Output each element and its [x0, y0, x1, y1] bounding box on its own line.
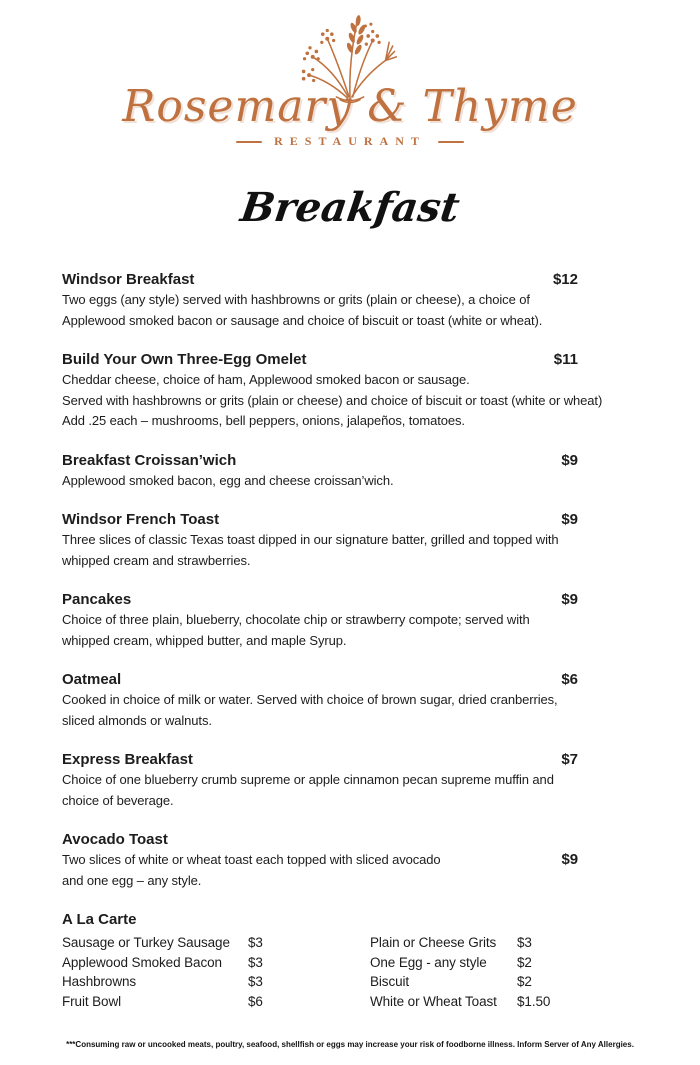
menu-item-price: $7 [561, 751, 578, 769]
menu-item-descriptions [62, 850, 578, 891]
menu-item-desc-line [62, 770, 578, 791]
a-la-carte-item-name: White or Wheat Toast [370, 993, 497, 1009]
menu-item-header [62, 669, 578, 690]
a-la-carte-item-name: Applewood Smoked Bacon [62, 954, 222, 970]
menu-item [62, 509, 578, 571]
menu-item [62, 269, 578, 331]
menu-item-descriptions [62, 690, 578, 731]
menu-item-name: Windsor French Toast [62, 511, 220, 529]
menu-item-descriptions [62, 770, 578, 811]
menu-item-desc-line [62, 471, 578, 492]
menu-content [62, 269, 603, 1011]
a-la-carte-item-price: $1.50 [517, 993, 551, 1009]
menu-item [62, 450, 578, 492]
menu-item-descriptions [62, 290, 578, 331]
restaurant-subtitle-text: RESTAURANT [274, 134, 426, 149]
menu-item-desc-text: Cooked in choice of milk or water. Served with choice of brown sugar, dried cranberries, [62, 692, 558, 708]
menu-item-desc-line [62, 850, 578, 871]
right-dash-decoration [438, 141, 464, 143]
menu-item-name: Avocado Toast [62, 831, 168, 849]
restaurant-name: Rosemary & Thyme [122, 81, 578, 132]
a-la-carte-item-price: $3 [248, 935, 263, 951]
menu-item-desc-text: Two eggs (any style) served with hashbrowns or grits (plain or cheese), a choice of [62, 292, 530, 308]
menu-item-header [62, 349, 578, 370]
menu-item [62, 349, 603, 432]
a-la-carte-item-price: $6 [248, 993, 263, 1009]
menu-item [62, 589, 578, 651]
menu-item-desc-text: sliced almonds or walnuts. [62, 712, 212, 728]
menu-item-price: $11 [553, 351, 578, 369]
menu-item-name: Oatmeal [62, 671, 122, 689]
left-dash-decoration [236, 141, 262, 143]
menu-item-header [62, 269, 578, 290]
menu-item-name: Windsor Breakfast [62, 271, 195, 289]
menu-item-header [62, 749, 578, 770]
menu-item-descriptions [62, 471, 578, 492]
menu-item-header [62, 509, 578, 530]
menu-item-header [62, 450, 578, 471]
menu-item [62, 829, 578, 891]
menu-item-desc-line [62, 791, 578, 812]
menu-item-desc-line [62, 690, 578, 711]
menu-item-header [62, 829, 578, 850]
menu-item-desc-line [62, 411, 578, 432]
menu-item-desc-text: Choice of one blueberry crumb supreme or apple cinnamon pecan supreme muffin and [62, 772, 554, 788]
a-la-carte-item-price: $3 [517, 935, 532, 951]
menu-item-desc-line [62, 711, 578, 732]
a-la-carte-item-price: $3 [248, 974, 263, 990]
menu-item-price: $9 [561, 511, 578, 529]
a-la-carte-item-name: One Egg - any style [370, 954, 487, 970]
a-la-carte-item-name: Biscuit [370, 974, 410, 990]
menu-item-desc-text: Applewood smoked bacon or sausage and choice of biscuit or toast (white or wheat). [62, 312, 543, 328]
menu-item-descriptions [62, 370, 603, 432]
menu-item-desc-line [62, 311, 578, 332]
menu-item-desc-line [62, 370, 578, 391]
a-la-carte-item-price: $3 [248, 954, 263, 970]
allergy-footnote: ***Consuming raw or uncooked meats, poultry, seafood, shellfish or eggs may increase your risk of foodborne illness. Inform Server of Any Allergies. [66, 1040, 634, 1049]
a-la-carte-item-name: Sausage or Turkey Sausage [62, 935, 230, 951]
menu-item-header [62, 589, 578, 610]
menu-item-descriptions [62, 530, 578, 571]
menu-item-desc-text: whipped cream and strawberries. [62, 552, 251, 568]
menu-item-desc-line [62, 530, 578, 551]
menu-item [62, 669, 578, 731]
menu-item-name: Pancakes [62, 591, 132, 609]
menu-items [62, 269, 603, 891]
menu-item-price: $9 [561, 591, 578, 609]
menu-item-desc-line [62, 290, 578, 311]
a-la-carte-section [62, 909, 578, 1011]
restaurant-header [0, 0, 700, 149]
a-la-carte-item-price: $2 [517, 974, 532, 990]
restaurant-subtitle [0, 134, 700, 149]
menu-item-desc-text: whipped cream, whipped butter, and maple Syrup. [62, 632, 347, 648]
a-la-carte-item-name: Fruit Bowl [62, 993, 122, 1009]
menu-item-price: $6 [561, 671, 578, 689]
a-la-carte-title: A La Carte [62, 911, 137, 929]
a-la-carte-item-name: Plain or Cheese Grits [370, 935, 497, 951]
menu-item-name: Breakfast Croissan’wich [62, 451, 237, 469]
menu-item-name: Express Breakfast [62, 751, 193, 769]
menu-item-desc-text: Choice of three plain, blueberry, chocolate chip or strawberry compote; served with [62, 612, 530, 628]
menu-item-desc-line [62, 610, 578, 631]
menu-item-descriptions [62, 610, 578, 651]
menu-item-desc-text: choice of beverage. [62, 792, 174, 808]
menu-section-title: Breakfast [237, 184, 463, 232]
menu-item-price: $9 [561, 451, 578, 469]
menu-item-desc-text: and one egg – any style. [62, 872, 202, 888]
a-la-carte-item-name: Hashbrowns [62, 974, 137, 990]
a-la-carte-grid [62, 933, 578, 1011]
menu-item-desc-text: Add .25 each – mushrooms, bell peppers, onions, jalapeños, tomatoes. [62, 413, 465, 429]
menu-item-desc-text: Applewood smoked bacon, egg and cheese croissan’wich. [62, 472, 394, 488]
menu-item-desc-line [62, 391, 603, 412]
menu-item [62, 749, 578, 811]
menu-item-desc-text: Three slices of classic Texas toast dipped in our signature batter, grilled and topped with [62, 532, 559, 548]
menu-item-desc-text: Two slices of white or wheat toast each topped with sliced avocado [62, 852, 441, 868]
menu-item-price: $9 [561, 851, 578, 869]
menu-item-desc-line [62, 631, 578, 652]
menu-item-name: Build Your Own Three-Egg Omelet [62, 351, 307, 369]
menu-item-desc-line [62, 871, 578, 892]
menu-item-desc-text: Served with hashbrowns or grits (plain or cheese) and choice of biscuit or toast (white or wheat) [62, 392, 603, 408]
menu-item-price: $12 [552, 271, 578, 289]
menu-item-desc-line [62, 551, 578, 572]
a-la-carte-item-price: $2 [517, 954, 532, 970]
menu-item-desc-text: Cheddar cheese, choice of ham, Applewood smoked bacon or sausage. [62, 372, 470, 388]
